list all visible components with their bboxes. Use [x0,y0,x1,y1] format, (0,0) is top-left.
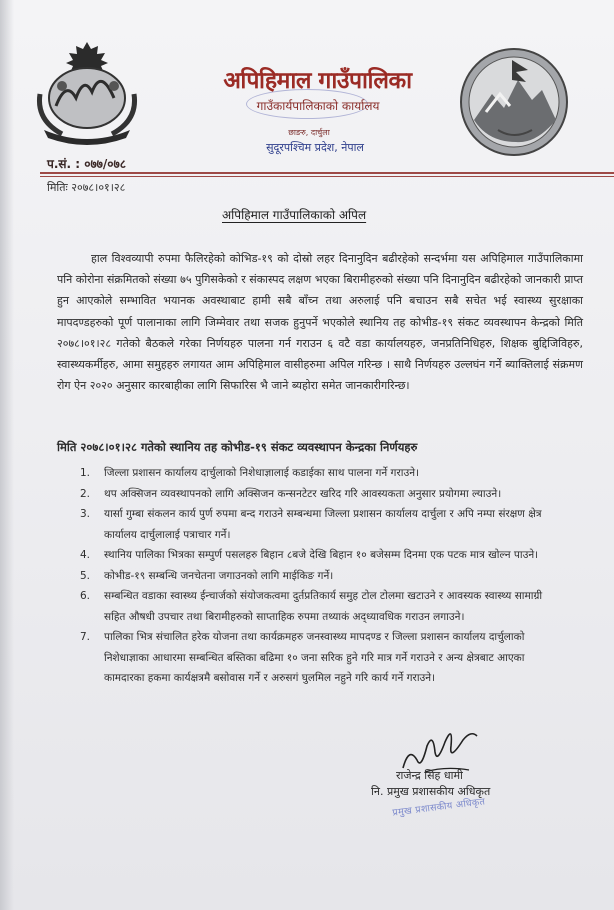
decision-item: 5. कोभीड-१९ सम्बन्धि जनचेतना जगाउनको लागि माईकिङ गर्ने। [80,569,334,582]
decision-item: 6. सम्बन्धित वडाका स्वास्थ्य ईन्चार्जको संयोजकत्वमा दुर्तप्रतिकार्य समुह टोल टोलमा खटाउने र आवस्यक स्वास्थ्य सामाग्री सहित औषधी उपचार तथा बिरामीहरुको साप्ताहिक रुपमा तथ्याकं अद्‍ध्यावधिक गराउन लगाउने। [80,590,543,623]
letterhead-title: अपिहिमाल गाउँपालिका [223,67,412,94]
letterhead-address: छाङरु, दार्चुला [288,128,330,137]
appeal-title: अपिहिमाल गाउँपालिकाको अपिल [222,208,367,222]
appeal-body: हाल विश्वव्यापी रुपमा फैलिरहेको कोभिड-१९ को दोस्रो लहर दिनानुदिन बढीरहेको सन्दर्भमा यस अपिहिमाल गाउँपालिकामा पनि कोरोना संक्रमितको संख्या ७५ पुगिसकेको र संकास्पद लक्षण भएका बिरामीहरुको संख्या पनि दिनानुदिन बढीरहेको जानकारी प्राप्त हुन आएकोले सम्भावित भयानक अवस्थाबाट हामी सबै बाँच्न तथा अरुलाई पनि बचाउन सबै सचेत भई स्वास्थ्य सुरक्षाका मापदण्डहरुको पूर्ण पालानाका लागि जिम्मेवार तथा सजक हुनुपर्ने भएकोले स्थानिय तह कोभीड-१९ संकट व्यवस्थापन केन्द्रको मिति २०७८।०१।२८ गतेको बैठकले गरेका निर्णयहरु पालना गर्न गराउन ६ वटै वडा कार्यालयहरु, जनप्रतिनिधिहरु, शिक्षक बुद्दिजिविहरु, स्वास्थ्यकर्मीहरु, आमा समुहहरु लगायत आम अपिहिमाल वासीहरुमा अपिल गरिन्छ । साथै निर्णयहरु उल्लघंन गर्ने ब्याक्तिलाई संक्रमण रोग ऐन २०२० अनुसार कारबाहीका लागि सिफारिस भै जाने ब्यहोरा समेत जानकारीगरिन्छ। [57,252,583,393]
signatory-title: नि. प्रमुख प्रशासकीय अधिकृत [371,785,491,798]
letter-date: मितिः २०७८।०१।२८ [47,181,126,194]
municipality-logo-icon [458,46,570,158]
page-edge-shadow [0,0,14,910]
letterhead-province: सुदूरपश्चिम प्रदेश, नेपाल [266,141,364,154]
decision-item: 1. जिल्ला प्रशासन कार्यालय दार्चुलाको निशेधाज्ञालाई कडाईका साथ पालना गर्ने गराउने। [80,467,420,479]
decision-item: 7. पालिका भित्र संचालित हरेक योजना तथा कार्यक्रमहरु जनस्वास्थ्य मापदण्ड र जिल्ला प्रशासन कार्यालय दार्चुलाको निशेधाज्ञाका आधारमा सम्बन्धित बस्तिका बढिमा १० जना सरिक हुने गरि मात्र गर्ने गराउने र अन्य क्षेत्रबाट आएका कामदारका हकमा कार्यक्षत्रमै बसोवास गर्ने र अरुसगं घुलमिल नहुने गरि कार्य गर्ने गराउने। [80,631,525,684]
decision-item: 4. स्थानिय पालिका भित्रका सम्पुर्ण पसलहरु बिहान ८बजे देखि बिहान १० बजेसम्म दिनमा एक पटक मात्र खोल्न पाउने। [80,549,539,561]
official-stamp: प्रमुख प्रशासकीय अधिकृत [391,796,486,819]
decision-item: 3. यार्सा गुम्बा संकलन कार्य पुर्ण रुपमा बन्द गराउने सम्बन्धमा जिल्ला प्रशासन कार्यालय दार्चुला र अपि नम्पा संरक्षण क्षेत्र कार्यालय दार्चुलालाई पत्राचार गर्ने। [80,508,542,541]
header-divider-thin [40,176,614,177]
decisions-heading: मिति २०७८।०१।२८ गतेको स्थानिय तह कोभीड-१९ संकट व्यवस्थापन केन्द्रका निर्णयहरु [57,440,418,454]
reference-number: प.सं. : ०७७/०७८ [47,157,127,171]
decisions-list [80,463,560,689]
signatory-name: राजेन्द्र सिंह धामी [396,769,463,782]
letterhead-subtitle: गाउँकार्यपालिकाको कार्यालय [256,99,380,113]
decision-item: 2. थप अक्सिजन व्यवस्थापनको लागि अक्सिजन कन्सनटेटर खरिद गरि आवस्यकता अनुसार प्रयोगमा ल्याउने। [80,487,502,500]
header-divider [40,172,614,174]
nepal-emblem-icon [30,36,144,146]
